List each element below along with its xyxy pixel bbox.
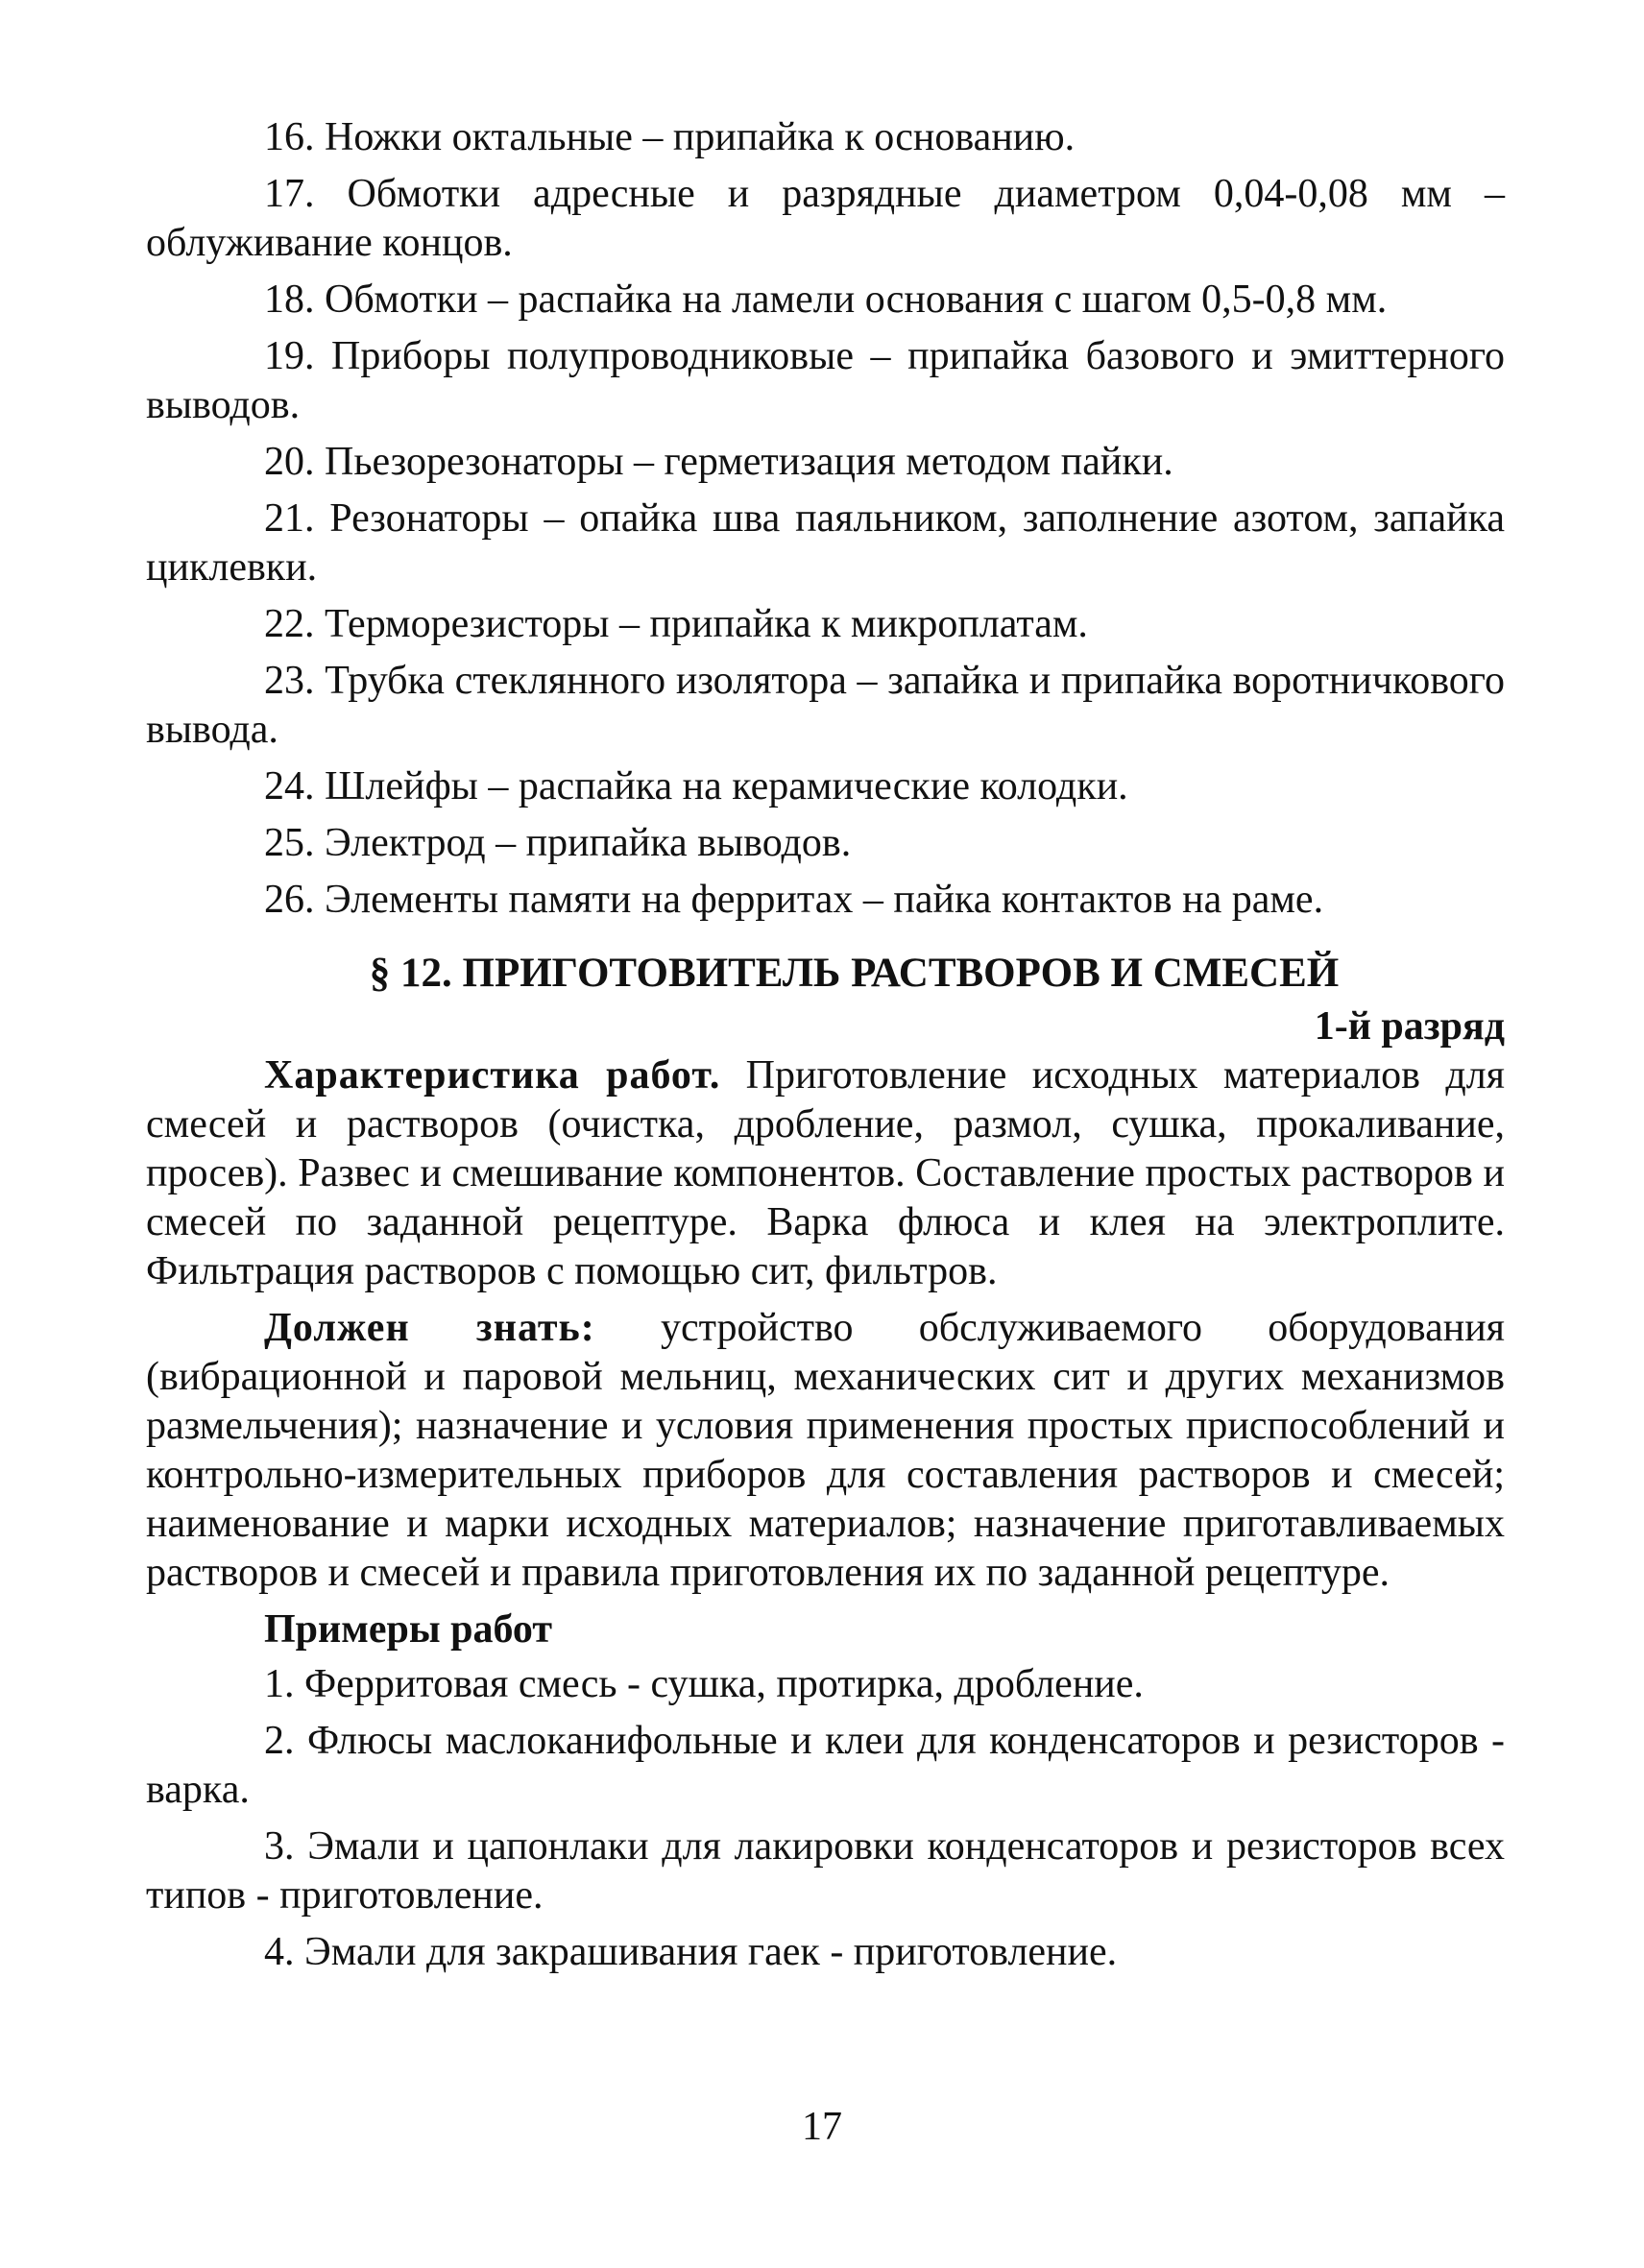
list-item-26: 26. Элементы памяти на ферритах – пайка контактов на раме. [264, 878, 1324, 922]
must-know-text: устройство обслуживаемого оборудования (вибрационной и паровой мельниц, механических сит и других механизмов размельчения); назначение и условия применения простых приспособлений и контрольно-измерительных приборов для составления растворов и смесей; наименование и марки исходных материалов; назначение приготавливаемых растворов и смесей и правила приготовления их по заданной рецептуре. [146, 1306, 1505, 1595]
list-item-17: 17. Обмотки адресные и разрядные диаметром 0,04-0,08 мм – облуживание концов. [146, 172, 1505, 265]
must-know-paragraph [146, 1304, 1505, 1598]
page-number: 17 [802, 2105, 842, 2149]
characteristics-label: Характеристика работ. [264, 1053, 721, 1098]
page-body [146, 113, 1505, 1985]
grade-label: 1-й разряд [1314, 1004, 1505, 1049]
list-item-23: 23. Трубка стеклянного изолятора – запайка и припайка воротничкового вывода. [146, 659, 1505, 752]
must-know-label: Должен знать: [264, 1306, 595, 1350]
example-item-2: 2. Флюсы маслоканифольные и клеи для конденсаторов и резисторов - варка. [146, 1719, 1505, 1812]
example-item-1: 1. Ферритовая смесь - сушка, протирка, дробление. [264, 1662, 1144, 1706]
list-item-25: 25. Электрод – припайка выводов. [264, 821, 852, 865]
characteristics-text: Приготовление исходных материалов для смесей и растворов (очистка, дробление, размол, сушка, прокаливание, просев). Развес и смешивание компонентов. Составление простых растворов и смесей по заданной рецептуре. Варка флюса и клея на электроплите. Фильтрация растворов с помощью сит, фильтров. [146, 1053, 1505, 1293]
list-item-24: 24. Шлейфы – распайка на керамические колодки. [264, 764, 1128, 808]
example-item-3: 3. Эмали и цапонлаки для лакировки конденсаторов и резисторов всех типов - приготовление. [146, 1824, 1505, 1918]
list-item-19: 19. Приборы полупроводниковые – припайка базового и эмиттерного выводов. [146, 334, 1505, 427]
list-item-16: 16. Ножки октальные – припайка к основанию. [264, 115, 1076, 159]
list-item-22: 22. Терморезисторы – припайка к микроплатам. [264, 602, 1088, 646]
list-item-20: 20. Пьезорезонаторы – герметизация методом пайки. [264, 440, 1173, 484]
characteristics-paragraph [146, 1051, 1505, 1296]
list-item-21: 21. Резонаторы – опайка шва паяльником, заполнение азотом, запайка циклевки. [146, 496, 1505, 590]
example-item-4: 4. Эмали для закрашивания гаек - приготовление. [264, 1930, 1118, 1974]
list-item-18: 18. Обмотки – распайка на ламели основания с шагом 0,5-0,8 мм. [264, 277, 1388, 322]
examples-heading: Примеры работ [264, 1607, 553, 1652]
section-title: § 12. ПРИГОТОВИТЕЛЬ РАСТВОРОВ И СМЕСЕЙ [369, 951, 1340, 996]
